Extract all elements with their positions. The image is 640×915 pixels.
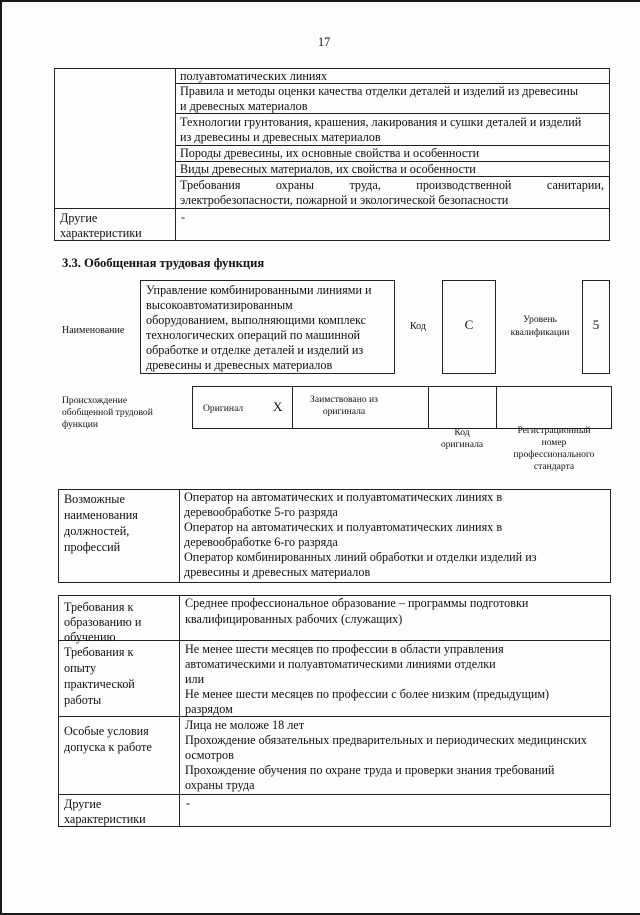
- scan-edge-left: [0, 0, 2, 915]
- requirement-label: Другие: [64, 797, 102, 811]
- requirement-line: осмотров: [185, 748, 234, 762]
- positions-label: наименования: [64, 508, 138, 522]
- naming-label: Наименование: [62, 325, 125, 336]
- naming-line: высокоавтоматизированным: [146, 298, 293, 312]
- reg-caption: номер: [541, 437, 567, 448]
- other-value: -: [181, 210, 186, 224]
- requirement-line: Прохождение обучения по охране труда и проверки знания требований: [185, 763, 555, 777]
- reg-caption: Регистрационный: [517, 425, 591, 436]
- code-caption: оригинала: [440, 439, 484, 450]
- table-cell: из древесины и древесных материалов: [180, 130, 381, 144]
- requirement-line: Не менее шести месяцев по профессии в области управления: [185, 642, 504, 656]
- origin-box: [192, 386, 612, 429]
- code-value: C: [464, 317, 474, 332]
- table-cell: и древесных материалов: [180, 99, 308, 113]
- requirement-line: Прохождение обязательных предварительных и периодических медицинских: [185, 733, 587, 747]
- table-cell-justified: Требования охраны труда, производственной санитарии,: [180, 178, 604, 192]
- requirement-line: охраны труда: [185, 778, 255, 792]
- requirement-label: образованию и: [64, 615, 142, 629]
- naming-line: технологических операций по машинной: [146, 328, 361, 342]
- requirement-label: практической: [64, 677, 135, 691]
- origin-label: Происхождение: [62, 395, 128, 406]
- naming-line: древесины и древесных материалов: [146, 358, 333, 372]
- table-cell: Виды древесных материалов, их свойства и особенности: [180, 162, 476, 176]
- position-line: Оператор на автоматических и полуавтоматических линиях в: [184, 490, 503, 504]
- position-line: Оператор на автоматических и полуавтоматических линиях в: [184, 520, 503, 534]
- position-line: Оператор комбинированных линий обработки и отделки изделий из: [184, 550, 537, 564]
- original-label: Оригинал: [203, 403, 244, 414]
- code-label: Код: [410, 321, 426, 332]
- requirement-line: разрядом: [185, 702, 233, 716]
- requirement-label: допуска к работе: [64, 740, 152, 754]
- requirement-label: обучению: [64, 630, 116, 644]
- original-mark: X: [273, 399, 283, 414]
- positions-label: должностей,: [64, 524, 130, 538]
- code-caption: Код: [454, 427, 470, 438]
- table-cell: электробезопасности, пожарной и экологической безопасности: [180, 193, 509, 207]
- requirement-label: Особые условия: [64, 724, 149, 738]
- requirement-line: Среднее профессиональное образование – программы подготовки: [185, 596, 529, 610]
- other-label: характеристики: [60, 226, 142, 240]
- scan-edge-top: [0, 0, 640, 2]
- position-line: деревообработке 5-го разряда: [184, 505, 338, 519]
- table-cell: Породы древесины, их основные свойства и особенности: [180, 146, 480, 160]
- requirement-label: Требования к: [64, 645, 134, 659]
- requirement-line: автоматическими и полуавтоматическими линиями отделки: [185, 657, 496, 671]
- level-label: квалификации: [510, 327, 570, 338]
- section-title: 3.3. Обобщенная трудовая функция: [62, 256, 265, 270]
- table-cell: полуавтоматических линиях: [180, 69, 328, 83]
- requirement-line: -: [186, 796, 191, 810]
- naming-line: оборудованием, выполняющими комплекс: [146, 313, 367, 327]
- borrowed-label: Заимствовано из: [310, 394, 378, 405]
- requirement-label: Требования к: [64, 600, 134, 614]
- position-line: деревообработке 6-го разряда: [184, 535, 338, 549]
- level-label: Уровень: [523, 314, 557, 325]
- naming-line: обработке и отделке деталей и изделий из: [146, 343, 364, 357]
- positions-label: профессий: [64, 540, 121, 554]
- page-number: 17: [318, 35, 331, 49]
- naming-line: Управление комбинированными линиями и: [146, 283, 372, 297]
- borrowed-label: оригинала: [322, 406, 366, 417]
- reg-caption: профессионального: [513, 449, 595, 460]
- requirement-line: или: [185, 672, 205, 686]
- requirement-label: опыту: [64, 661, 97, 675]
- origin-label: обобщенной трудовой: [62, 407, 153, 418]
- requirement-line: Лица не моложе 18 лет: [185, 718, 305, 732]
- positions-label: Возможные: [64, 492, 125, 506]
- other-label: Другие: [60, 211, 98, 225]
- table-cell: Правила и методы оценки качества отделки деталей и изделий из древесины: [180, 84, 579, 98]
- origin-label: функции: [62, 419, 98, 430]
- requirement-label: характеристики: [64, 812, 146, 826]
- table-cell: Технологии грунтования, крашения, лакирования и сушки деталей и изделий: [180, 115, 582, 129]
- requirement-label: работы: [64, 693, 102, 707]
- level-value: 5: [592, 317, 600, 332]
- requirement-line: квалифицированных рабочих (служащих): [185, 612, 403, 626]
- requirement-line: Не менее шести месяцев по профессии с более низким (предыдущим): [185, 687, 550, 701]
- reg-caption: стандарта: [533, 461, 575, 472]
- position-line: древесины и древесных материалов: [184, 565, 371, 579]
